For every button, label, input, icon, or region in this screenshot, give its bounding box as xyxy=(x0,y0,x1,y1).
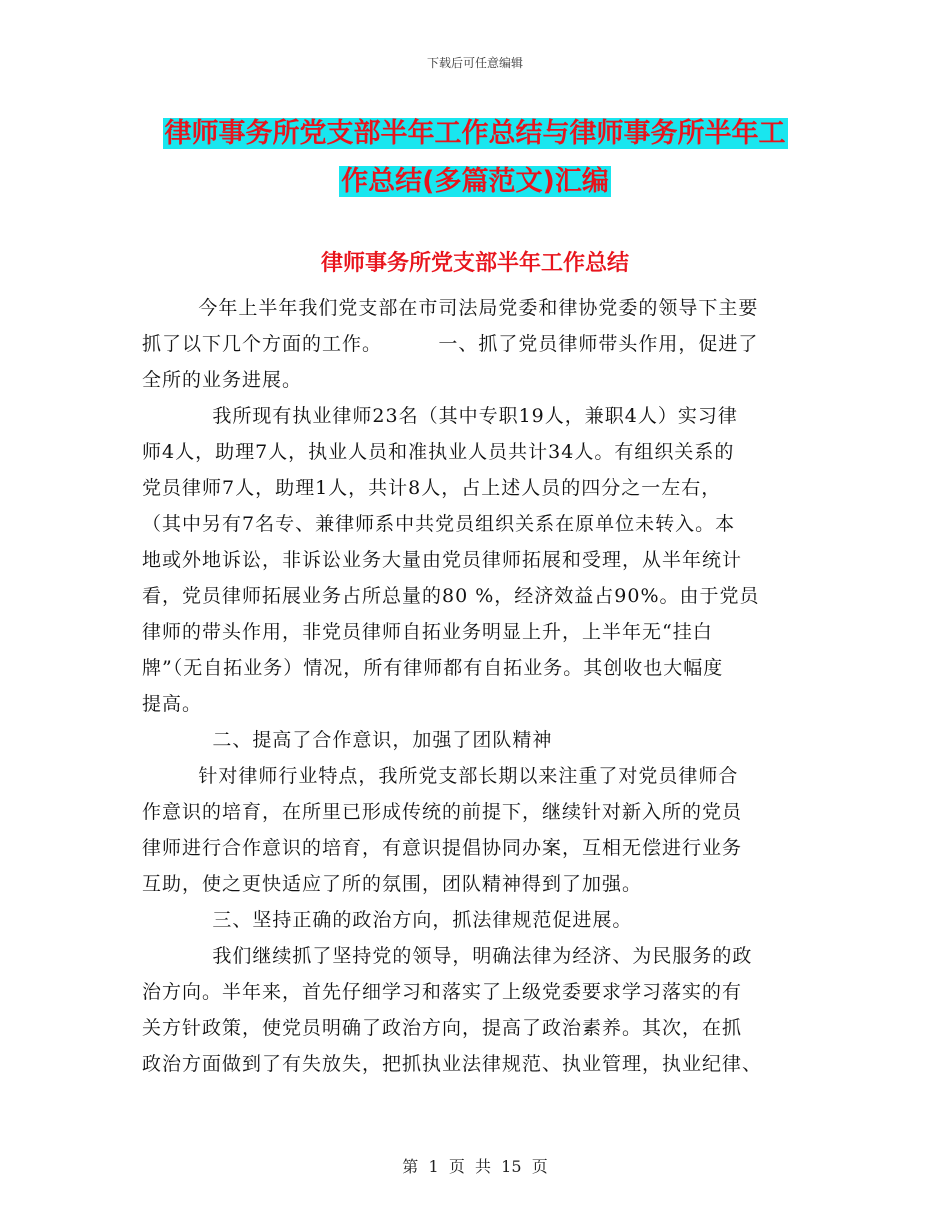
body-line: 律师进行合作意识的培育，有意识提倡协同办案，互相无偿进行业务 xyxy=(142,837,743,859)
body-line: 关方针政策，使党员明确了政治方向，提高了政治素养。其次，在抓 xyxy=(142,1017,743,1039)
body-line: 律师的带头作用，非党员律师自拓业务明显上升，上半年无“挂白 xyxy=(142,621,713,643)
document-title xyxy=(0,110,950,206)
body-line: 二、提高了合作意识，加强了团队精神 xyxy=(142,729,553,751)
header-note: 下载后可任意编辑 xyxy=(426,56,523,70)
body-line: 我们继续抓了坚持党的领导，明确法律为经济、为民服务的政 xyxy=(142,945,753,967)
title-highlight-1: 律师事务所党支部半年工作总结与律师事务所半年工 xyxy=(164,118,786,149)
body-line: 师4人，助理7人，执业人员和准执业人员共计34人。有组织关系的 xyxy=(142,441,735,463)
body-line: 针对律师行业特点，我所党支部长期以来注重了对党员律师合 xyxy=(142,765,739,787)
body-line: 地或外地诉讼，非诉讼业务大量由党员律师拓展和受理，从半年统计 xyxy=(142,549,743,571)
body-line: 治方向。半年来，首先仔细学习和落实了上级党委要求学习落实的有 xyxy=(142,981,743,1003)
section-title: 律师事务所党支部半年工作总结 xyxy=(320,251,629,276)
body-line: 政治方面做到了有失放失，把抓执业法律规范、执业管理，执业纪律、 xyxy=(142,1053,763,1075)
page-footer: 第 1 页 共 15 页 xyxy=(402,1157,548,1176)
body-line: （其中另有7名专、兼律师系中共党员组织关系在原单位未转入。本 xyxy=(142,513,736,535)
document-title-line-2 xyxy=(0,158,950,206)
body-line: 今年上半年我们党支部在市司法局党委和律协党委的领导下主要 xyxy=(142,297,759,319)
body-line: 看，党员律师拓展业务占所总量的80 %，经济效益占90%。由于党员 xyxy=(142,585,760,607)
body-text xyxy=(142,290,802,1082)
body-line: 全所的业务进展。 xyxy=(142,369,303,391)
body-line: 提高。 xyxy=(142,693,203,715)
body-line: 抓了以下几个方面的工作。 一、抓了党员律师带头作用，促进了 xyxy=(142,333,759,355)
body-line: 作意识的培育，在所里已形成传统的前提下，继续针对新入所的党员 xyxy=(142,801,743,823)
body-line: 互助，使之更快适应了所的氛围，团队精神得到了加强。 xyxy=(142,873,643,895)
body-line: 三、坚持正确的政治方向，抓法律规范促进展。 xyxy=(142,909,633,931)
document-title-line-1 xyxy=(0,110,950,158)
body-line: 我所现有执业律师23名（其中专职19人，兼职4人）实习律 xyxy=(142,405,738,427)
body-line: 牌”（无自拓业务）情况，所有律师都有自拓业务。其创收也大幅度 xyxy=(142,657,724,679)
body-line: 党员律师7人，助理1人，共计8人，占上述人员的四分之一左右， xyxy=(142,477,722,499)
title-highlight-2: 作总结(多篇范文)汇编 xyxy=(341,166,609,197)
